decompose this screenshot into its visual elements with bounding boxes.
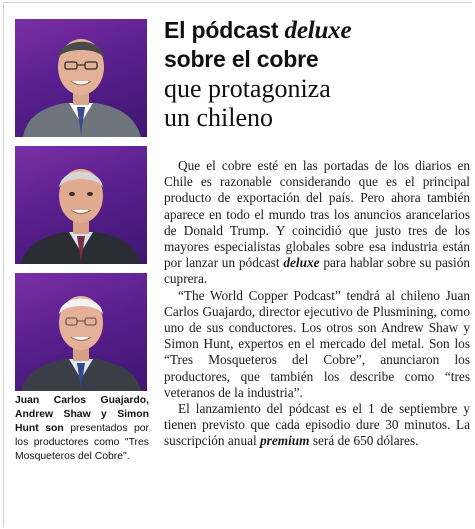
body-p3-text-b: será de 650 dólares. [312,433,419,449]
portrait-photo-guajardo [15,19,147,137]
article-body [164,158,470,450]
headline-line-3: que protagoniza [164,74,331,103]
body-p3-italic: premium [260,433,310,449]
photo-caption [15,394,149,464]
article-headline [164,16,464,132]
body-p3-text-a: El lanzamiento del pódcast es el 1 de septiembre y tienen previsto que cada episodio dure 30 minutos. La suscripción anual [164,401,470,449]
headline-line-2: sobre el cobre [164,46,319,72]
body-paragraph-3 [164,401,470,450]
headline-line-1-text: El pódcast [164,17,279,43]
portrait-photo-hunt [15,273,147,391]
body-p1-text-b: para hablar sobre su pasión cuprera. [164,255,471,287]
portrait-column [15,19,147,400]
portrait-photo-shaw [15,146,147,264]
body-p1-italic: deluxe [283,255,320,271]
column-rule-left [3,2,4,527]
headline-line-1-italic: deluxe [284,17,352,44]
headline-line-4: un chileno [164,103,274,132]
body-p1-text-a: Que el cobre esté en las portadas de los diarios en Chile es razonable considerando que es el principal producto de exportación del país. Pero ahora también aparece en todo el mundo tras los anuncios arancelarios de Donald Trump. Y coincidió que justo tres de los mayores especialistas globales sobre esa industria están por lanzar un pódcast [164,158,470,271]
column-rule-top [3,2,472,3]
body-paragraph-1 [164,158,470,288]
caption-names: Juan Carlos Guajardo, Andrew Shaw y Simon Hunt son [15,395,149,434]
caption-text: presentados por los productores como "Tres Mosqueteros del Cobre". [15,423,150,462]
body-paragraph-2: “The World Copper Podcast” tendrá al chileno Juan Carlos Guajardo, director ejecutivo de Plusmining, como uno de sus conductores. Los otros son Andrew Shaw y Simon Hunt, expertos en el mercado del metal. Son los “Tres Mosqueteros del Cobre”, anunciaron los productores, que también los describe como “tres veteranos de la industria”. [164,287,470,400]
headline-line-1 [164,16,464,45]
